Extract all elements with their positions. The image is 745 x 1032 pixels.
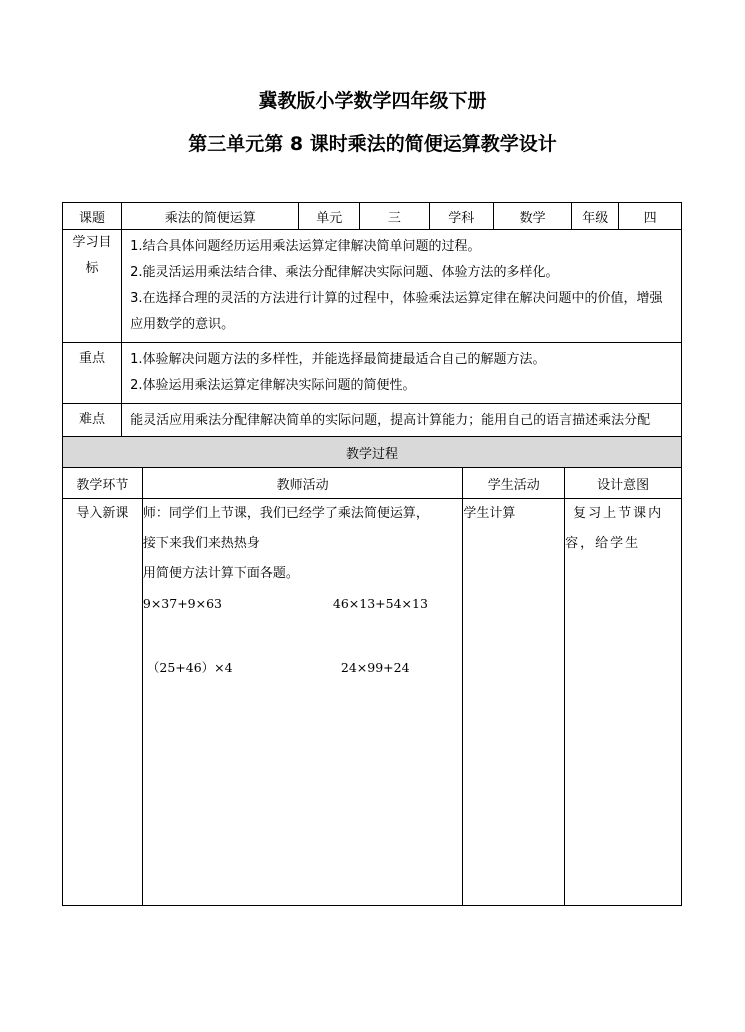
process-header-row — [63, 468, 682, 499]
teacher-line: 接下来我们来热热身 — [142, 536, 260, 551]
exercise-item: 46×13+54×13 — [332, 596, 428, 611]
process-band: 教学过程 — [63, 437, 682, 468]
grade-value: 四 — [619, 203, 682, 230]
course-value: 乘法的简便运算 — [122, 203, 299, 230]
process-band-row — [63, 437, 682, 468]
goals-row — [63, 230, 682, 343]
teacher-line: 用简便方法计算下面各题。 — [142, 566, 299, 581]
goals-content — [122, 230, 682, 343]
key-item: 2.体验运用乘法运算定律解决实际问题的简便性。 — [130, 378, 416, 393]
header-intent: 设计意图 — [565, 468, 682, 499]
teacher-line: 师：同学们上节课，我们已经学了乘法简便运算， — [142, 506, 429, 521]
document-title: 冀教版小学数学四年级下册 — [258, 90, 487, 112]
subject-value: 数学 — [494, 203, 572, 230]
goal-item: 2.能灵活运用乘法结合律、乘法分配律解决实际问题、体验方法的多样化。 — [130, 265, 559, 280]
subject-label: 学科 — [429, 203, 494, 230]
header-stage: 教学环节 — [63, 468, 143, 499]
teacher-cell — [142, 499, 462, 906]
header-teacher: 教师活动 — [142, 468, 462, 499]
unit-value: 三 — [360, 203, 429, 230]
exercise-block — [143, 653, 462, 717]
difficulty-content: 能灵活应用乘法分配律解决简单的实际问题，提高计算能力；能用自己的语言描述乘法分配 — [122, 404, 682, 465]
intent-cell: 复习上节课内容，给学生 — [565, 499, 682, 906]
goals-label: 学习目标 — [63, 230, 122, 343]
header-student: 学生活动 — [463, 468, 565, 499]
key-content — [122, 343, 682, 404]
process-row — [63, 499, 682, 906]
grade-label: 年级 — [572, 203, 619, 230]
key-row — [63, 343, 682, 404]
process-table — [62, 436, 682, 906]
key-label: 重点 — [63, 343, 122, 404]
course-label: 课题 — [63, 203, 122, 230]
goal-item: 1.结合具体问题经历运用乘法运算定律解决简单问题的过程。 — [130, 239, 481, 254]
stage-cell: 导入新课 — [63, 499, 143, 906]
key-item: 1.体验解决问题方法的多样性，并能选择最简捷最适合自己的解题方法。 — [130, 352, 546, 367]
exercise-block — [143, 589, 462, 653]
document-subtitle: 第三单元第 8 课时乘法的简便运算教学设计 — [188, 133, 557, 155]
student-cell: 学生计算 — [463, 499, 565, 906]
goal-item: 3.在选择合理的灵活的方法进行计算的过程中，体验乘法运算定律在解决问题中的价值，增强应用数学的意识。 — [130, 291, 663, 332]
exercise-item: 9×37+9×63 — [142, 596, 223, 611]
unit-label: 单元 — [299, 203, 360, 230]
info-header-row — [63, 203, 682, 230]
exercise-item: （25+46）×4 — [146, 660, 233, 675]
difficulty-label: 难点 — [63, 404, 122, 465]
info-table — [62, 202, 682, 465]
exercise-item: 24×99+24 — [340, 660, 410, 675]
